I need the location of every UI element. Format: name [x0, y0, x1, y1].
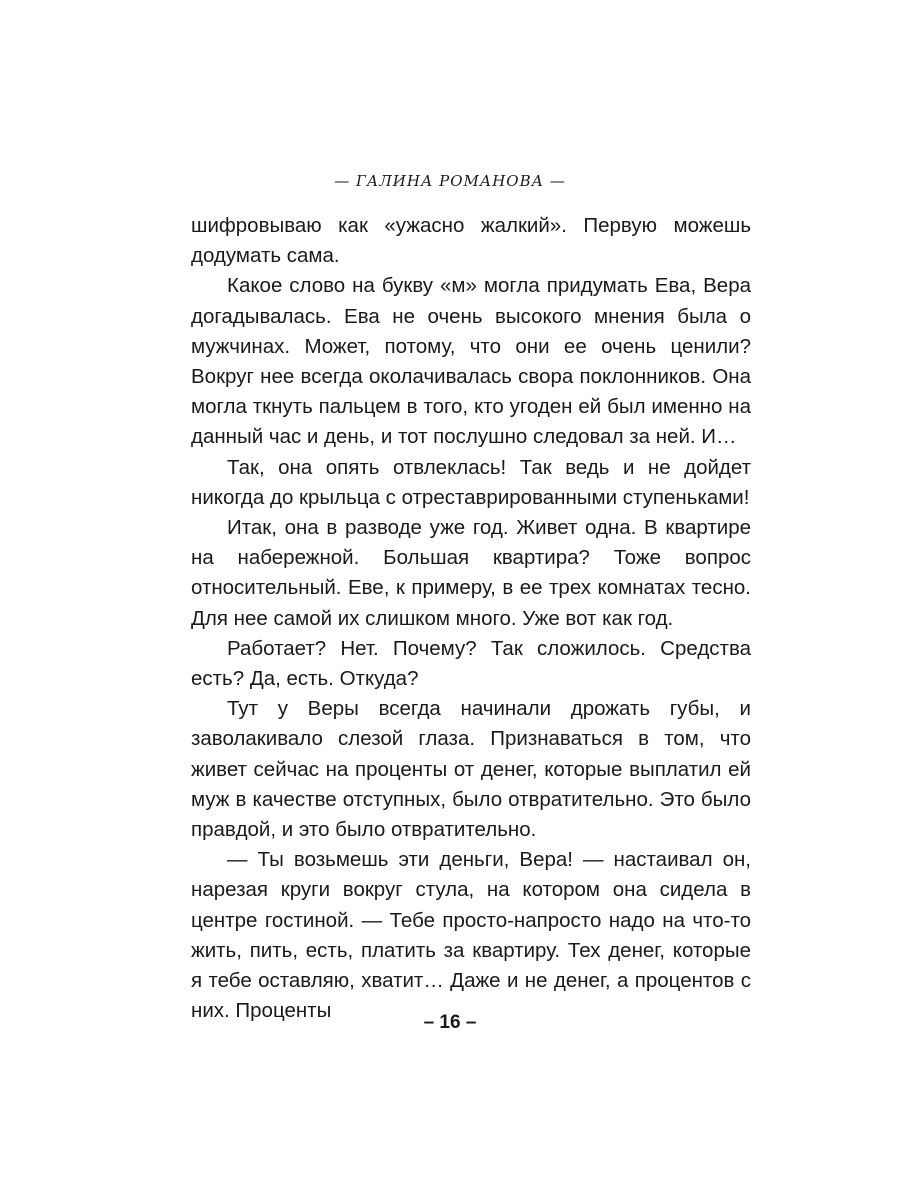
paragraph: Работает? Нет. Почему? Так сложилось. Средства есть? Да, есть. Откуда?: [191, 636, 751, 691]
paragraph: Какое слово на букву «м» могла придумать Ева, Вера догадывалась. Ева не очень высокого мнения была о мужчинах. Может, потому, что они ее очень ценили? Вокруг нее всегда околачивалась свора поклонников. Она могла ткнуть пальцем в того, кто угоден ей был именно на данный час и день, и тот послушно следовал за ней. И…: [191, 274, 751, 449]
paragraph: Итак, она в разводе уже год. Живет одна. В квартире на набережной. Большая квартира? Тоже вопрос относительный. Еве, к примеру, в ее трех комнатах тесно. Для нее самой их слишком много. Уже вот как год.: [191, 516, 751, 630]
running-header: — ГАЛИНА РОМАНОВА —: [334, 172, 566, 190]
body-text: [191, 211, 751, 1026]
paragraph: — Ты возьмешь эти деньги, Вера! — настаивал он, нарезая круги вокруг стула, на котором она сидела в центре гостиной. — Тебе просто-напросто надо на что-то жить, пить, есть, платить за квартиру. Тех денег, которые я тебе оставляю, хватит… Даже и не денег, а процентов с них. Проценты: [191, 848, 751, 1023]
paragraph: шифровываю как «ужасно жалкий». Первую можешь додумать сама.: [191, 214, 751, 268]
paragraph: Тут у Веры всегда начинали дрожать губы, и заволакивало слезой глаза. Признаваться в том, что живет сейчас на проценты от денег, которые выплатил ей муж в качестве отступных, было отвратительно. Это было правдой, и это было отвратительно.: [191, 697, 751, 842]
page-number: – 16 –: [423, 1012, 477, 1033]
paragraph: Так, она опять отвлеклась! Так ведь и не дойдет никогда до крыльца с отреставрированными ступеньками!: [191, 455, 751, 509]
